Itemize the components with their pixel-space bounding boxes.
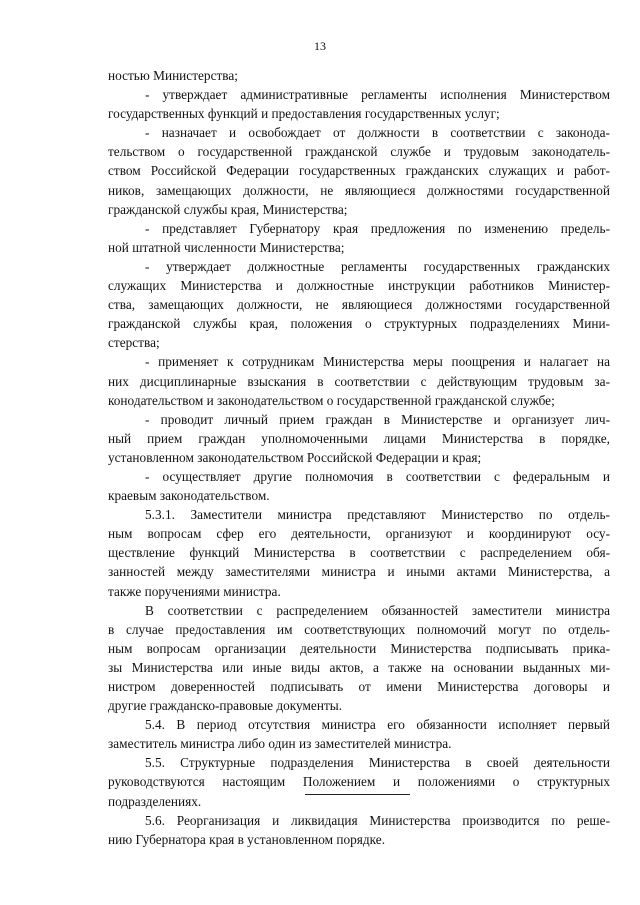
text-line: ством Российской Федерации государственных гражданских служащих и работ-	[108, 163, 610, 179]
text-line: ников, замещающих должности, не являющиеся должностями государственной	[108, 182, 610, 198]
text-line: руководствуются настоящим Положением и положениями о структурных	[108, 774, 610, 790]
text-line: 5.5. Структурные подразделения Министерства в своей деятельности	[145, 755, 610, 771]
text-line: ществление функций Министерства в соответствии с распределением обя-	[108, 545, 610, 561]
text-line: них дисциплинарные взыскания в соответствии с действующим трудовым за-	[108, 373, 610, 389]
text-line: ностью Министерства;	[108, 68, 238, 83]
text-line: занностей между заместителями министра и иными актами Министерства, а	[108, 564, 610, 580]
text-line: тельством о государственной гражданской службе и трудовым законодатель-	[108, 144, 610, 160]
text-line: - представляет Губернатору края предложения по изменению предель-	[145, 220, 610, 236]
text-line: ства, замещающих должности, не являющиеся должностями государственной	[108, 297, 610, 313]
text-line: ным вопросам организации деятельности Министерства подписывать прика-	[108, 640, 610, 656]
page-number: 13	[314, 39, 326, 53]
text-line: подразделениях.	[108, 793, 202, 809]
text-line: краевым законодательством.	[108, 488, 270, 504]
text-line: - осуществляет другие полномочия в соответствии с федеральным и	[145, 468, 610, 484]
text-line: также поручениями министра.	[108, 583, 281, 599]
text-line: 5.4. В период отсутствия министра его обязанности исполняет первый	[145, 717, 610, 733]
text-line: - утверждает административные регламенты исполнения Министерством	[145, 87, 610, 103]
text-line: гражданской службы края, Министерства;	[108, 201, 348, 217]
text-line: другие гражданско-правовые документы.	[108, 698, 343, 714]
text-line: - применяет к сотрудникам Министерства меры поощрения и налагает на	[145, 354, 610, 370]
text-line: - проводит личный прием граждан в Министерстве и организует лич-	[145, 411, 610, 427]
text-line: ной штатной численности Министерства;	[108, 239, 345, 255]
text-line: ный прием граждан уполномоченными лицами Министерства в порядке,	[108, 430, 610, 446]
text-line: - утверждает должностные регламенты государственных гражданских	[145, 258, 610, 274]
text-line: заместитель министра либо один из заместителей министра.	[108, 736, 452, 752]
text-line: 5.6. Реорганизация и ликвидация Министерства производится по реше-	[145, 812, 610, 828]
text-line: - назначает и освобождает от должности в соответствии с законода-	[145, 125, 610, 141]
text-line: нию Губернатора края в установленном порядке.	[108, 831, 386, 847]
text-line: служащих Министерства и должностные инструкции работников Министер-	[108, 278, 610, 294]
text-line: гражданской службы края, положения о структурных подразделениях Мини-	[108, 316, 610, 332]
body-text	[108, 66, 610, 849]
text-line: 5.3.1. Заместители министра представляют Министерство по отдель-	[145, 507, 610, 523]
text-line: конодательством и законодательством о государственной гражданской службе;	[108, 392, 555, 408]
text-line: нистром доверенностей подписывать от имени Министерства договоры и	[108, 679, 610, 694]
text-line: В соответствии с распределением обязанностей заместители министра	[145, 602, 610, 618]
text-line: стерства;	[108, 335, 160, 351]
text-line: ным вопросам сфер его деятельности, организуют и координируют осу-	[108, 526, 610, 542]
text-line: в случае предоставления им соответствующих полномочий могут по отдель-	[108, 621, 610, 637]
text-line: установленном законодательством Российской Федерации и края;	[108, 449, 482, 465]
text-line: зы Министерства или иные виды актов, а также на основании выданных ми-	[108, 659, 610, 675]
text-line: государственных функций и предоставления государственных услуг;	[108, 106, 500, 122]
closing-rule	[305, 794, 410, 795]
